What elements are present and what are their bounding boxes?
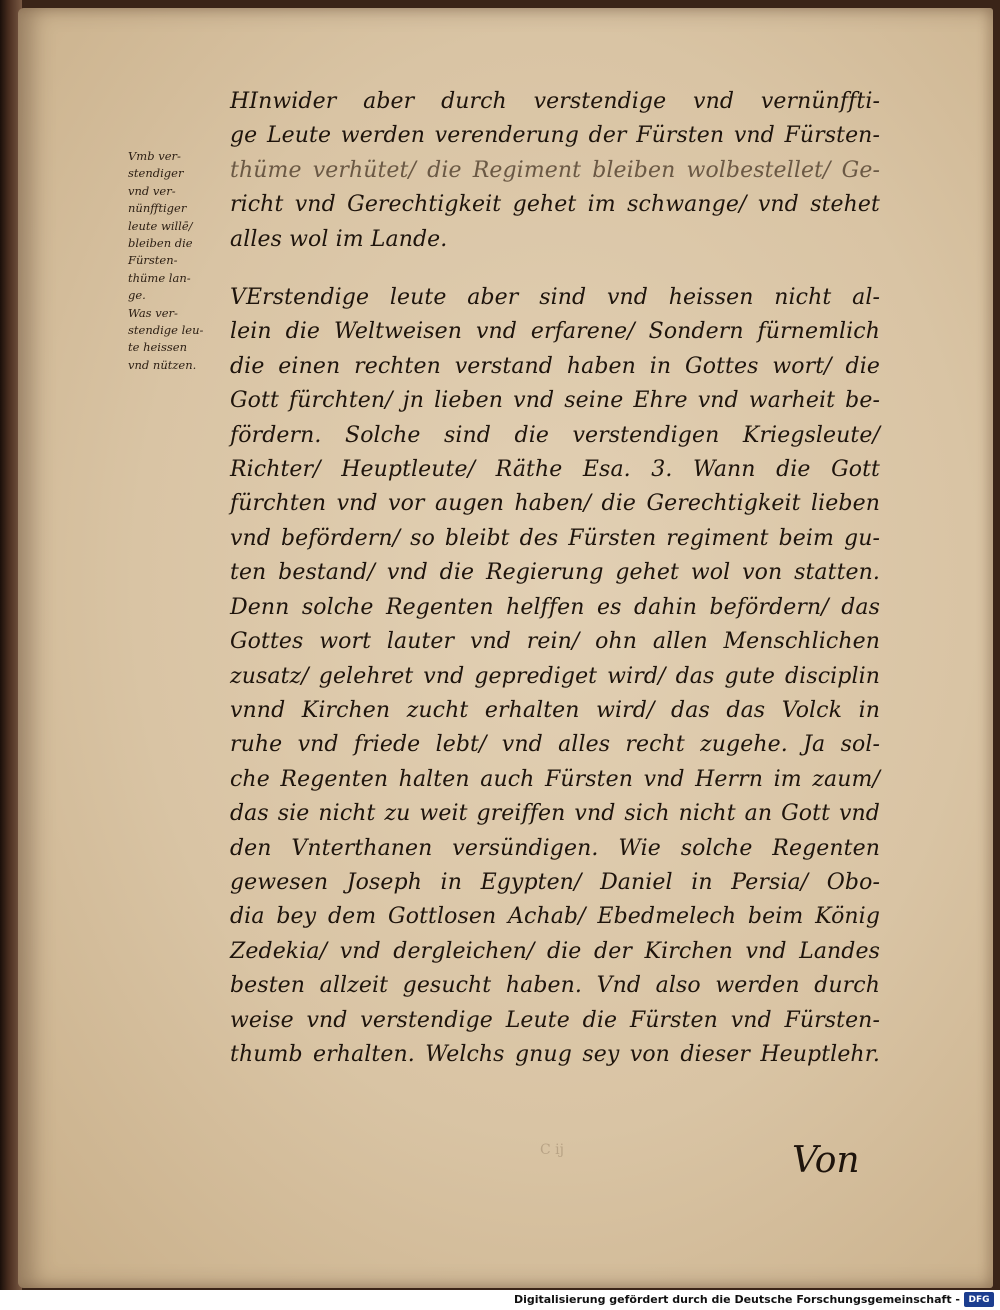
margin-note-line: te heissen bbox=[128, 340, 187, 355]
margin-note-line: ge. bbox=[128, 288, 146, 303]
text-line: thüme verhütet/ die Regiment bleiben wolbestellet/ Ge- bbox=[230, 157, 880, 183]
margin-note-line: vnd ver- bbox=[128, 183, 176, 198]
signature-mark: C ij bbox=[540, 1142, 564, 1158]
margin-note-line: stendiger bbox=[128, 166, 184, 181]
margin-note-line: leute willē/ bbox=[128, 218, 193, 233]
margin-note-line: Vmb ver- bbox=[128, 149, 181, 163]
text-line: Gottes wort lauter vnd rein/ ohn allen Menschlichen bbox=[230, 629, 880, 655]
main-text-block bbox=[230, 85, 880, 1072]
text-line: VErstendige leute aber sind vnd heissen nicht al- bbox=[230, 285, 880, 311]
funding-credit: Digitalisierung gefördert durch die Deutsche Forschungsgemeinschaft - bbox=[513, 1293, 960, 1306]
text-line: weise vnd verstendige Leute die Fürsten vnd Fürsten- bbox=[230, 1007, 880, 1033]
text-line: besten allzeit gesucht haben. Vnd also werden durch bbox=[230, 973, 880, 999]
text-line: fürchten vnd vor augen haben/ die Gerechtigkeit lieben bbox=[230, 491, 880, 517]
text-line: vnnd Kirchen zucht erhalten wird/ das das Volck in bbox=[230, 697, 880, 723]
margin-note-line: stendige leu- bbox=[128, 323, 204, 338]
text-line: HInwider aber durch verstendige vnd vernünffti- bbox=[230, 89, 880, 114]
margin-note-line: bleiben die bbox=[128, 236, 193, 251]
dfg-logo: DFG bbox=[964, 1292, 994, 1307]
text-line: die einen rechten verstand haben in Gottes wort/ die bbox=[230, 353, 880, 379]
text-line: ge Leute werden verenderung der Fürsten vnd Fürsten- bbox=[230, 123, 880, 149]
text-line: Richter/ Heuptleute/ Räthe Esa. 3. Wann die Gott bbox=[230, 457, 880, 483]
text-line: thumb erhalten. Welchs gnug sey von dieser Heuptlehr. bbox=[230, 1041, 880, 1067]
margin-note-line: Was ver- bbox=[128, 305, 178, 320]
text-line: gewesen Joseph in Egypten/ Daniel in Persia/ Obo- bbox=[230, 869, 880, 895]
text-line: zusatz/ gelehret vnd geprediget wird/ das gute disciplin bbox=[230, 663, 880, 689]
text-line: ruhe vnd friede lebt/ vnd alles recht zugehe. Ja sol- bbox=[230, 732, 880, 758]
text-line: das sie nicht zu weit greiffen vnd sich nicht an Gott vnd bbox=[230, 801, 880, 827]
text-line: richt vnd Gerechtigkeit gehet im schwange/ vnd stehet bbox=[230, 192, 880, 218]
margin-note-line: nünfftiger bbox=[128, 201, 187, 216]
catchword: Von bbox=[792, 1140, 860, 1181]
margin-notes bbox=[128, 148, 238, 374]
text-line: Denn solche Regenten helffen es dahin befördern/ das bbox=[230, 594, 880, 620]
text-line: Zedekia/ vnd dergleichen/ die der Kirchen vnd Landes bbox=[230, 938, 880, 964]
text-line: ten bestand/ vnd die Regierung gehet wol von statten. bbox=[230, 560, 880, 586]
margin-note-line: vnd nützen. bbox=[128, 357, 197, 372]
text-line: alles wol im Lande. bbox=[230, 226, 448, 252]
text-line: fördern. Solche sind die verstendigen Kriegsleute/ bbox=[230, 422, 880, 448]
margin-note-line: thüme lan- bbox=[128, 270, 191, 285]
text-line: den Vnterthanen versündigen. Wie solche Regenten bbox=[230, 835, 880, 861]
text-line: che Regenten halten auch Fürsten vnd Herrn im zaum/ bbox=[230, 766, 880, 792]
text-line: Gott fürchten/ jn lieben vnd seine Ehre vnd warheit be- bbox=[230, 388, 880, 414]
text-line: dia bey dem Gottlosen Achab/ Ebedmelech beim König bbox=[230, 904, 880, 930]
text-line: lein die Weltweisen vnd erfarene/ Sondern fürnemlich bbox=[230, 319, 880, 345]
text-line: vnd befördern/ so bleibt des Fürsten regiment beim gu- bbox=[230, 525, 880, 551]
margin-note-line: Fürsten- bbox=[128, 253, 178, 268]
